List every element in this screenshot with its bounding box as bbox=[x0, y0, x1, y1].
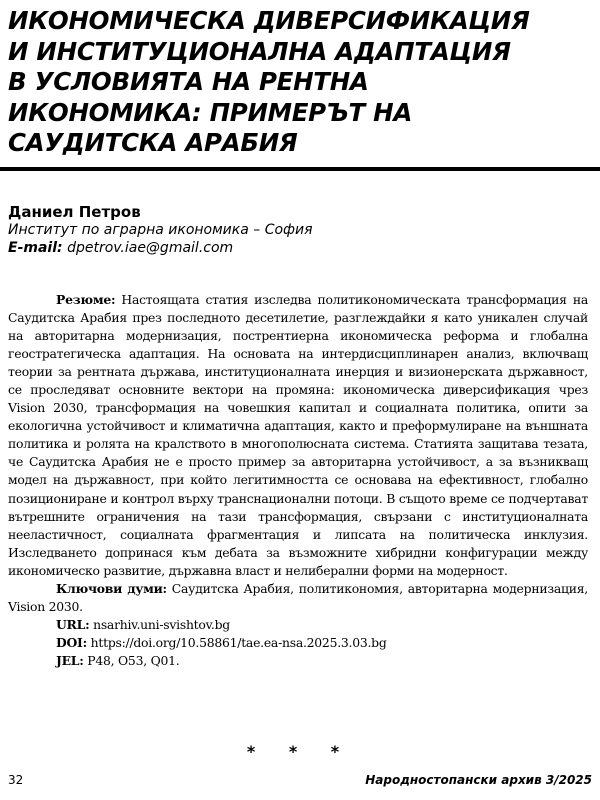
keywords-text: Саудитска Арабия, политикономия, авторитарна модернизация, Vision 2030. bbox=[8, 580, 588, 614]
author-email-line bbox=[8, 239, 588, 257]
keywords-paragraph bbox=[8, 580, 588, 616]
doi-line bbox=[8, 634, 588, 652]
section-separator: * * * bbox=[246, 742, 354, 761]
email-address[interactable]: dpetrov.iae@gmail.com bbox=[67, 240, 234, 256]
url-line bbox=[8, 616, 588, 634]
doi-label: DOI: bbox=[56, 634, 87, 650]
author-name: Даниел Петров bbox=[8, 203, 141, 221]
email-label: E-mail: bbox=[8, 240, 63, 256]
abstract-label: Резюме: bbox=[56, 292, 116, 307]
journal-name: Народностопански архив 3/2025 bbox=[365, 773, 592, 787]
jel-value: P48, O53, Q01. bbox=[87, 652, 180, 668]
jel-line bbox=[8, 652, 588, 670]
title-line: ИКОНОМИКА: ПРИМЕРЪТ НА bbox=[8, 97, 413, 127]
doi-value[interactable]: https://doi.org/10.58861/tae.ea-nsa.2025.3.03.bg bbox=[90, 634, 387, 650]
abstract-text: Настоящата статия изследва политикономическата трансформация на Саудитска Арабия през последното десетилетие, разглеждайки я като уникален случай на авторитарна модернизация, пострентиерна икономическа реформа и глобална геостратегическа адаптация. На основата на интердисциплинарен анализ, включващ теории за рентната държава, институционалната инерция и визионерската държавност, се проследяват основните вектори на промяна: икономическа диверсификация чрез Vision 2030, трансформация на човешкия капитал и социалната политика, опити за екологична устойчивост и климатична адаптация, както и преформулиране на външната политика и ролята на кралството в многополюсната система. Статията защитава тезата, че Саудитска Арабия не е просто пример за авторитарна устойчивост, а за възникващ модел на държавност, при който легитимността се основава на ефективност, глобално позициониране и контрол върху транснационални потоци. В същото време се подчертават вътрешните ограничения на тази трансформация, свързани с институционалната нееластичност, социалната фрагментация и липсата на политическа инклузия. Изследването допринася към дебата за възможните хибридни конфигурации между икономическо развитие, държавна власт и нелиберални форми на модерност. bbox=[8, 292, 588, 578]
url-label: URL: bbox=[56, 616, 90, 632]
article-title bbox=[8, 6, 588, 159]
author-affiliation: Институт по аграрна икономика – София bbox=[8, 222, 313, 238]
title-line: ИКОНОМИЧЕСКА ДИВЕРСИФИКАЦИЯ bbox=[8, 6, 530, 35]
keywords-label: Ключови думи: bbox=[56, 580, 167, 596]
jel-label: JEL: bbox=[56, 652, 84, 668]
author-block bbox=[8, 203, 588, 257]
title-divider bbox=[0, 167, 600, 171]
abstract-paragraph bbox=[8, 291, 588, 580]
url-value[interactable]: nsarhiv.uni-svishtov.bg bbox=[93, 616, 230, 632]
title-line: САУДИТСКА АРАБИЯ bbox=[8, 128, 298, 157]
title-line: В УСЛОВИЯТА НА РЕНТНА bbox=[8, 67, 369, 96]
page-number: 32 bbox=[8, 773, 24, 787]
abstract-section bbox=[8, 291, 588, 670]
title-line: И ИНСТИТУЦИОНАЛНА АДАПТАЦИЯ bbox=[8, 36, 511, 66]
